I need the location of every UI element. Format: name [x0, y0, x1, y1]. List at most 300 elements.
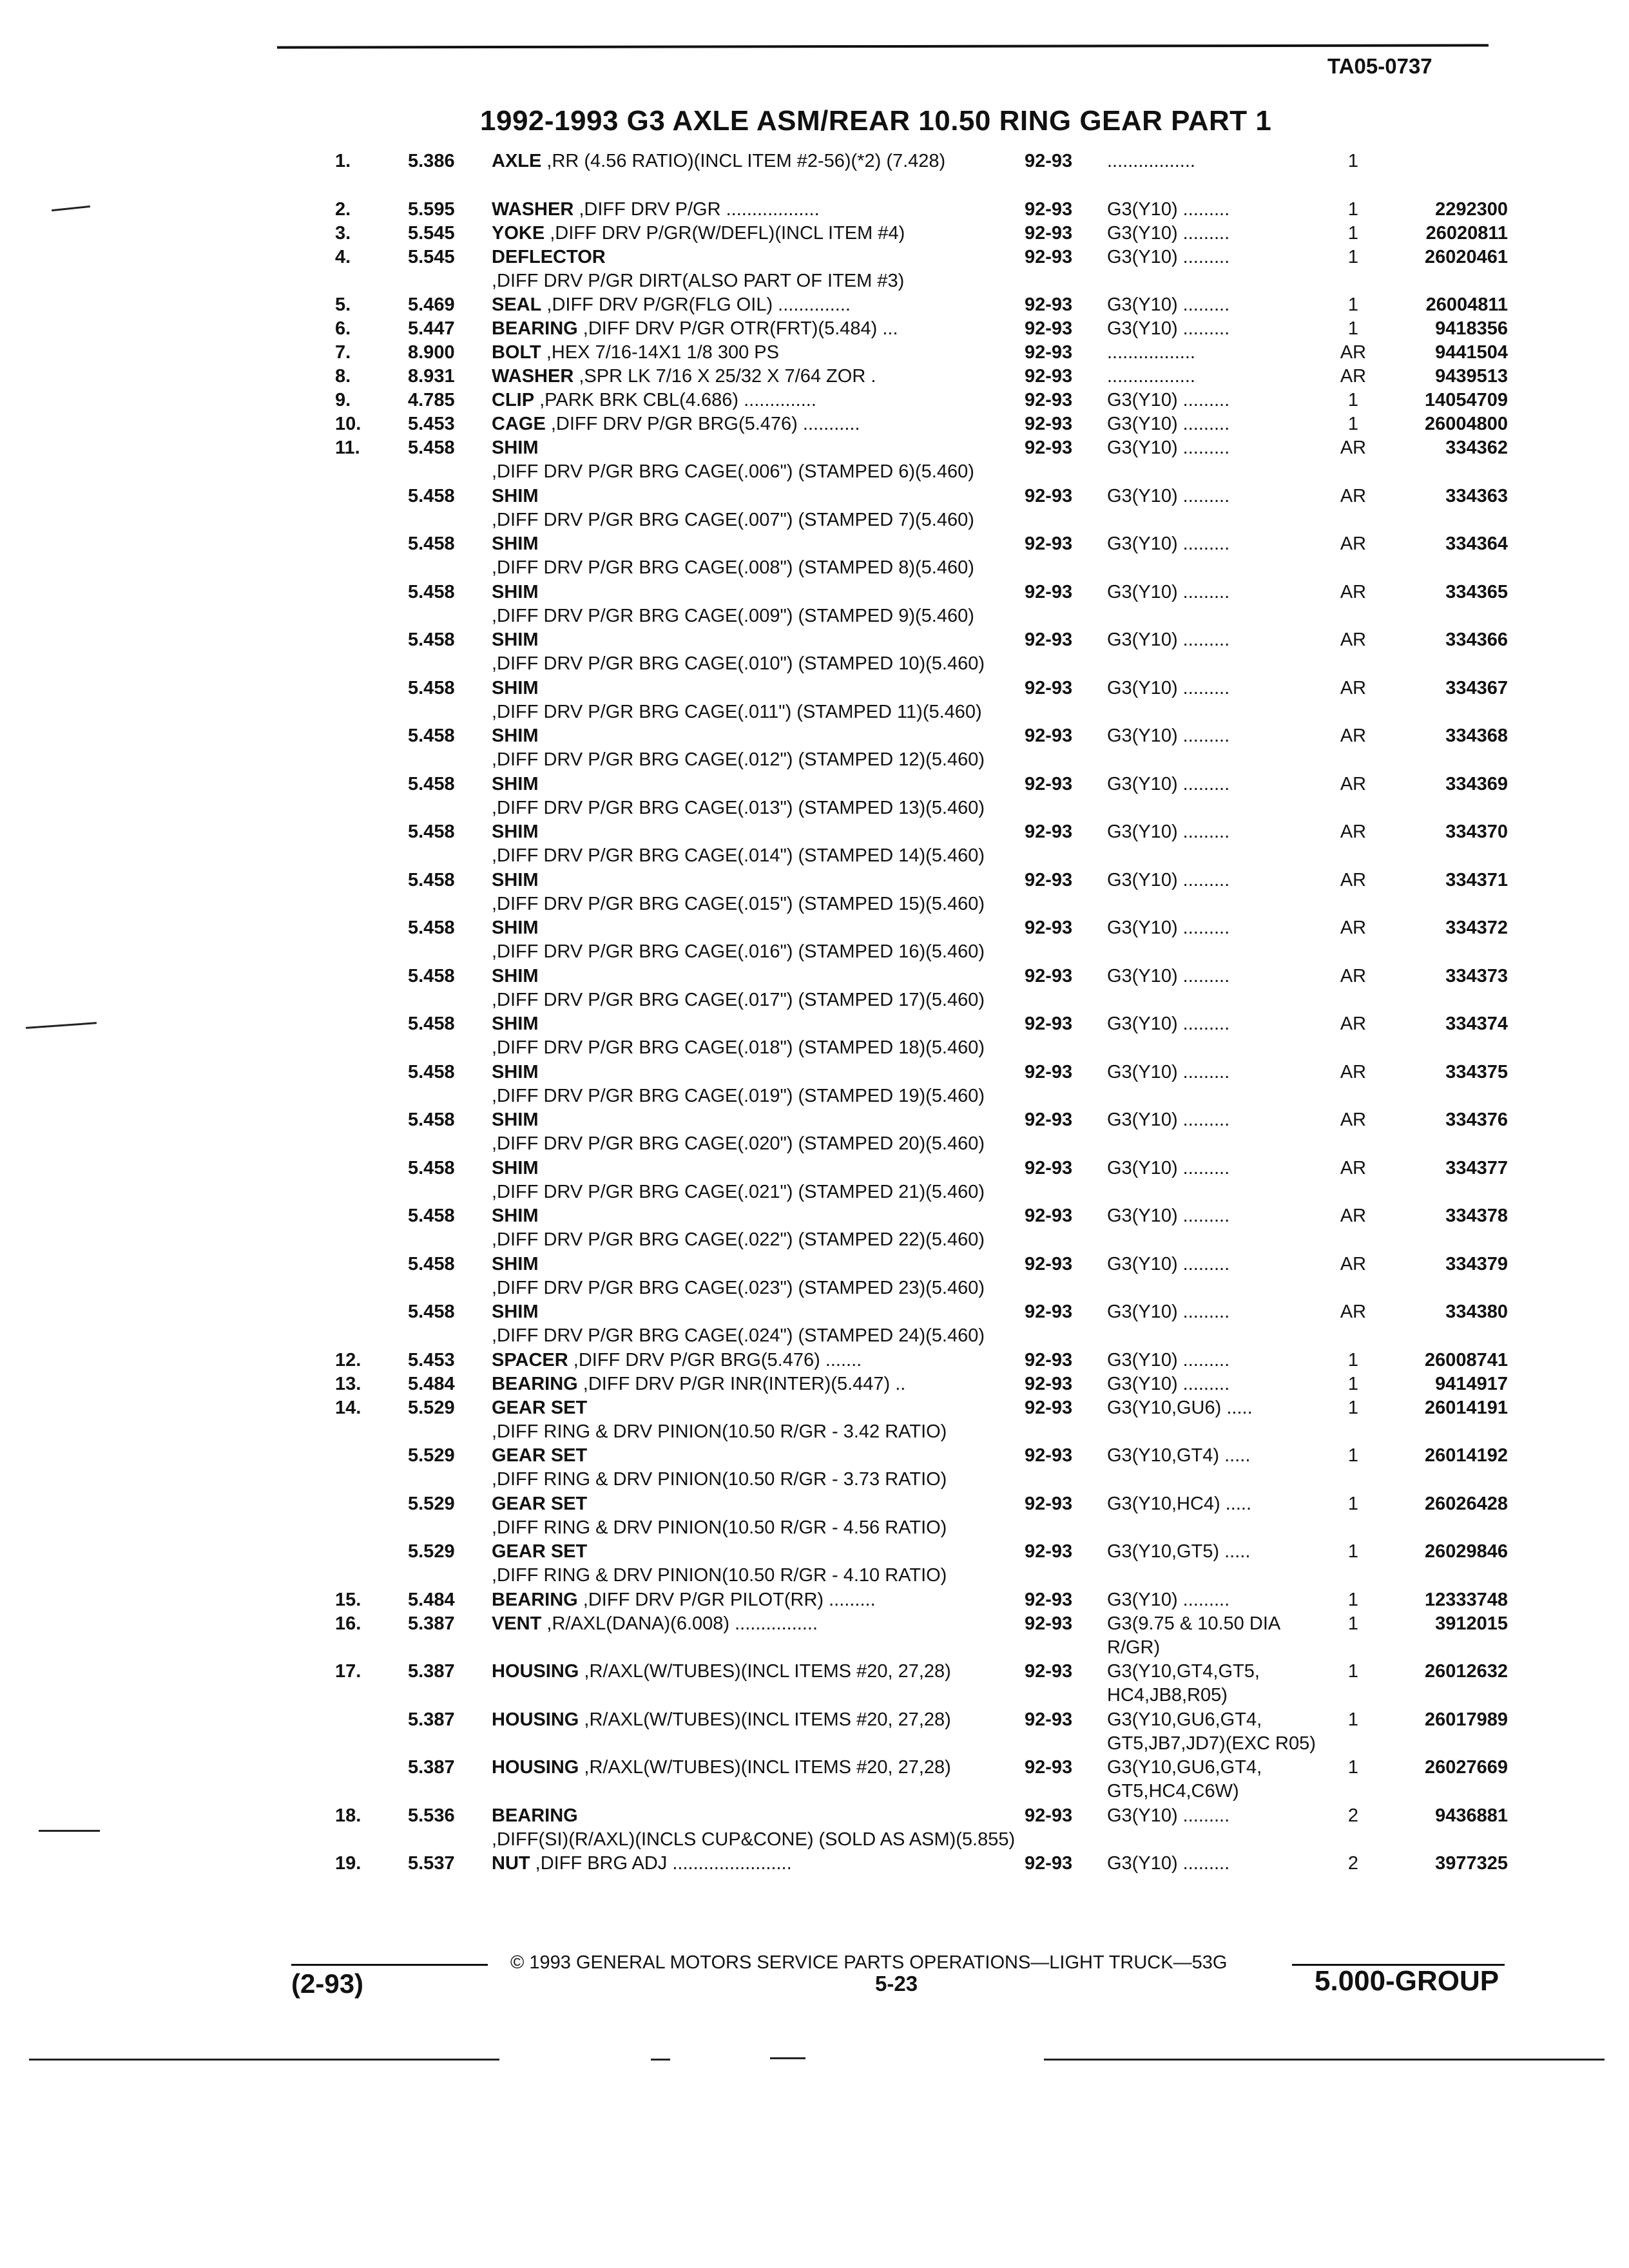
part-description — [492, 149, 1007, 173]
part-row — [0, 1204, 1629, 1253]
part-name: SHIM — [492, 1014, 539, 1034]
part-row — [0, 1756, 1629, 1804]
part-detail: ,DIFF DRV P/GR BRG CAGE(.014") (STAMPED 14)(5.460) — [492, 845, 985, 866]
usage-options: G3(Y10) ......... — [1107, 918, 1230, 938]
part-number: 334370 — [1445, 822, 1508, 842]
part-row — [0, 724, 1629, 773]
part-number: 9418356 — [1435, 318, 1508, 339]
item-number: 8. — [335, 366, 351, 387]
part-description — [492, 1708, 1007, 1732]
part-name: VENT — [492, 1613, 542, 1634]
page-title: 1992-1993 G3 AXLE ASM/REAR 10.50 RING GEAR PART 1 — [480, 105, 1272, 137]
part-detail: ,DIFF DRV P/GR BRG CAGE(.011") (STAMPED 11)(5.460) — [492, 701, 982, 722]
item-number: 7. — [335, 342, 351, 363]
part-name: BEARING — [492, 1589, 578, 1610]
part-number: 26026428 — [1424, 1493, 1508, 1514]
part-detail: ,DIFF DRV P/GR BRG CAGE(.012") (STAMPED 12)(5.460) — [492, 749, 985, 770]
part-description — [492, 532, 1007, 580]
item-number: 19. — [335, 1853, 361, 1874]
part-detail: ,PARK BRK CBL(4.686) .............. — [534, 390, 816, 410]
model-years: 92-93 — [1025, 1110, 1073, 1130]
part-detail: ,DIFF DRV P/GR BRG CAGE(.023") (STAMPED 23)(5.460) — [492, 1277, 985, 1298]
model-years: 92-93 — [1025, 1157, 1073, 1178]
part-name: SHIM — [492, 726, 539, 746]
part-number: 26029846 — [1424, 1541, 1508, 1562]
quantity: AR — [1340, 726, 1367, 746]
model-years: 92-93 — [1025, 1613, 1073, 1634]
part-row — [0, 1612, 1629, 1660]
part-detail: ,DIFF DRV P/GR BRG CAGE(.010") (STAMPED 10)(5.460) — [492, 653, 985, 674]
model-years: 92-93 — [1025, 151, 1073, 171]
part-number: 334374 — [1445, 1014, 1508, 1034]
part-name: SHIM — [492, 1302, 539, 1322]
part-row — [0, 436, 1629, 485]
quantity: AR — [1340, 965, 1367, 986]
quantity: 1 — [1347, 222, 1359, 244]
part-detail: ,DIFF RING & DRV PINION(10.50 R/GR - 4.10 RATIO) — [492, 1565, 947, 1586]
group-number: 5.458 — [408, 1110, 455, 1130]
quantity: 1 — [1347, 1709, 1359, 1730]
part-description — [492, 1108, 1007, 1156]
usage-options: G3(Y10) ......... — [1107, 485, 1230, 506]
model-years: 92-93 — [1025, 1445, 1073, 1466]
usage-options: G3(Y10) ......... — [1107, 1014, 1230, 1034]
group-number: 5.458 — [408, 677, 455, 698]
part-row — [0, 1396, 1629, 1445]
usage-options: G3(Y10,GT5) ..... — [1107, 1541, 1251, 1562]
part-name: DEFLECTOR — [492, 246, 606, 267]
usage-options: G3(Y10) ......... — [1107, 1853, 1230, 1874]
model-years: 92-93 — [1025, 342, 1073, 363]
group-number: 8.931 — [408, 366, 455, 387]
model-years: 92-93 — [1025, 1661, 1073, 1682]
part-name: SHIM — [492, 1061, 539, 1082]
parts-list — [0, 149, 1629, 1876]
usage-options: G3(Y10,GT4) ..... — [1107, 1445, 1251, 1466]
part-name: GEAR SET — [492, 1445, 588, 1466]
part-name: SHIM — [492, 773, 539, 794]
part-description — [492, 1204, 1007, 1252]
quantity: 1 — [1347, 1541, 1359, 1562]
part-detail: ,DIFF DRV P/GR BRG CAGE(.006") (STAMPED 6)(5.460) — [492, 461, 974, 482]
quantity: AR — [1340, 1110, 1367, 1130]
part-name: SHIM — [492, 485, 539, 506]
model-years: 92-93 — [1025, 581, 1073, 602]
usage-options: G3(Y10) ......... — [1107, 198, 1230, 220]
item-number: 18. — [335, 1805, 361, 1826]
group-number: 5.458 — [408, 1061, 455, 1082]
part-row — [0, 1108, 1629, 1157]
part-number: 26020461 — [1424, 246, 1508, 267]
item-number: 14. — [335, 1397, 361, 1418]
usage-options: G3(Y10) ......... — [1107, 1157, 1230, 1178]
quantity: 1 — [1347, 294, 1359, 315]
part-detail: ,DIFF DRV P/GR BRG CAGE(.020") (STAMPED 20)(5.460) — [492, 1133, 985, 1154]
quantity: AR — [1340, 677, 1367, 698]
part-description — [492, 317, 1007, 341]
quantity: AR — [1340, 773, 1367, 794]
quantity: AR — [1340, 918, 1367, 938]
model-years: 92-93 — [1025, 1493, 1073, 1514]
part-row — [0, 677, 1629, 725]
group-number: 5.529 — [408, 1493, 455, 1514]
part-name: BEARING — [492, 1805, 578, 1826]
group-number: 5.458 — [408, 1157, 455, 1178]
model-years: 92-93 — [1025, 1757, 1073, 1778]
part-name: NUT — [492, 1853, 530, 1874]
part-name: SEAL — [492, 294, 542, 315]
part-number: 334376 — [1445, 1110, 1508, 1130]
part-row — [0, 222, 1629, 245]
part-name: CAGE — [492, 414, 546, 434]
part-detail: ,DIFF DRV P/GR BRG CAGE(.021") (STAMPED 21)(5.460) — [492, 1181, 985, 1202]
part-detail: ,DIFF DRV P/GR BRG CAGE(.022") (STAMPED 22)(5.460) — [492, 1229, 985, 1250]
model-years: 92-93 — [1025, 1589, 1073, 1610]
usage-options: G3(Y10) ......... — [1107, 222, 1230, 244]
part-description — [492, 1492, 1007, 1540]
item-number: 2. — [335, 198, 351, 220]
group-number: 5.458 — [408, 533, 455, 554]
quantity: 1 — [1347, 198, 1359, 220]
usage-options: G3(Y10) ......... — [1107, 1061, 1230, 1082]
part-row — [0, 1852, 1629, 1876]
part-detail: ,DIFF DRV P/GR BRG CAGE(.018") (STAMPED 18)(5.460) — [492, 1037, 985, 1058]
part-number: 334363 — [1445, 485, 1508, 506]
usage-options: ................. — [1107, 366, 1195, 387]
quantity: AR — [1340, 342, 1367, 363]
model-years: 92-93 — [1025, 366, 1073, 387]
group-number: 5.458 — [408, 1206, 455, 1226]
part-description — [492, 773, 1007, 820]
usage-options: G3(Y10) ......... — [1107, 773, 1230, 794]
part-name: GEAR SET — [492, 1397, 588, 1418]
part-number: 26017989 — [1424, 1709, 1508, 1730]
usage-options: G3(Y10) ......... — [1107, 414, 1230, 434]
part-number: 334372 — [1445, 918, 1508, 938]
usage-options: G3(Y10) ......... — [1107, 581, 1230, 602]
part-detail: ,DIFF DRV P/GR OTR(FRT)(5.484) ... — [577, 318, 898, 339]
part-detail: ,DIFF(SI)(R/AXL)(INCLS CUP&CONE) (SOLD AS ASM)(5.855) — [492, 1829, 1016, 1850]
part-number: 26008741 — [1424, 1349, 1508, 1370]
part-number: 334368 — [1445, 726, 1508, 746]
part-row — [0, 581, 1629, 629]
item-number: 17. — [335, 1661, 361, 1682]
model-years: 92-93 — [1025, 629, 1073, 650]
quantity: 1 — [1347, 246, 1359, 267]
item-number: 9. — [335, 390, 351, 410]
usage-options: ................. — [1107, 151, 1195, 171]
part-row — [0, 1253, 1629, 1301]
group-number: 5.458 — [408, 629, 455, 650]
part-row — [0, 341, 1629, 365]
group-number: 5.545 — [408, 222, 455, 244]
quantity: 2 — [1347, 1853, 1359, 1874]
usage-options: G3(Y10,GU6,GT4, GT5,HC4,C6W) — [1107, 1757, 1262, 1802]
document-code: TA05-0737 — [1327, 54, 1432, 78]
usage-options: G3(Y10,GU6,GT4, GT5,JB7,JD7)(EXC R05) — [1107, 1709, 1316, 1754]
part-number: 12333748 — [1424, 1589, 1508, 1610]
quantity: 1 — [1347, 390, 1359, 410]
part-name: GEAR SET — [492, 1493, 588, 1514]
part-row — [0, 317, 1629, 341]
part-description — [492, 341, 1007, 365]
quantity: 2 — [1347, 1805, 1359, 1826]
usage-options: G3(Y10) ......... — [1107, 629, 1230, 650]
part-detail: ,DIFF DRV P/GR BRG CAGE(.013") (STAMPED 13)(5.460) — [492, 797, 985, 818]
model-years: 92-93 — [1025, 1541, 1073, 1562]
part-detail: ,DIFF DRV P/GR BRG CAGE(.008") (STAMPED 8)(5.460) — [492, 557, 974, 578]
item-number: 13. — [335, 1373, 361, 1394]
part-row — [0, 1349, 1629, 1372]
part-number: 14054709 — [1424, 390, 1508, 410]
quantity: 1 — [1347, 1613, 1359, 1634]
part-number: 26012632 — [1424, 1661, 1508, 1682]
model-years: 92-93 — [1025, 414, 1073, 434]
part-description — [492, 365, 1007, 389]
scan-mark — [770, 2057, 805, 2059]
part-row — [0, 1012, 1629, 1061]
quantity: 1 — [1347, 1757, 1359, 1778]
part-number: 26014192 — [1424, 1445, 1508, 1466]
group-number: 5.458 — [408, 726, 455, 746]
usage-options: G3(Y10,GU6) ..... — [1107, 1397, 1253, 1418]
group-number: 5.458 — [408, 965, 455, 986]
quantity: 1 — [1347, 1349, 1359, 1370]
part-detail: ,DIFF DRV P/GR BRG CAGE(.015") (STAMPED 15)(5.460) — [492, 893, 985, 914]
part-detail: ,DIFF DRV P/GR(W/DEFL)(INCL ITEM #4) — [545, 222, 905, 244]
model-years: 92-93 — [1025, 1253, 1073, 1274]
model-years: 92-93 — [1025, 294, 1073, 315]
part-row — [0, 198, 1629, 222]
usage-options: G3(Y10) ......... — [1107, 1206, 1230, 1226]
part-name: SHIM — [492, 965, 539, 986]
usage-options: G3(Y10) ......... — [1107, 533, 1230, 554]
part-detail: ,RR (4.56 RATIO)(INCL ITEM #2-56)(*2) (7.428) — [541, 151, 946, 171]
part-row — [0, 869, 1629, 917]
group-number: 5.453 — [408, 1349, 455, 1370]
model-years: 92-93 — [1025, 390, 1073, 410]
part-detail: ,DIFF BRG ADJ ....................... — [530, 1853, 792, 1874]
group-number: 5.447 — [408, 318, 455, 339]
model-years: 92-93 — [1025, 533, 1073, 554]
model-years: 92-93 — [1025, 1061, 1073, 1082]
part-name: WASHER — [492, 366, 574, 387]
group-number: 5.458 — [408, 822, 455, 842]
part-number: 334377 — [1445, 1157, 1508, 1178]
quantity: AR — [1340, 869, 1367, 890]
model-years: 92-93 — [1025, 246, 1073, 267]
model-years: 92-93 — [1025, 1397, 1073, 1418]
part-name: SHIM — [492, 822, 539, 842]
part-number: 9441504 — [1435, 342, 1508, 363]
model-years: 92-93 — [1025, 437, 1073, 458]
quantity: 1 — [1347, 1661, 1359, 1682]
item-number: 15. — [335, 1589, 361, 1610]
usage-options: G3(Y10) ......... — [1107, 965, 1230, 986]
item-number: 5. — [335, 294, 351, 315]
part-name: SPACER — [492, 1349, 568, 1370]
part-description — [492, 412, 1007, 436]
group-number: 5.453 — [408, 414, 455, 434]
part-number: 334379 — [1445, 1253, 1508, 1274]
quantity: AR — [1340, 485, 1367, 506]
usage-options: G3(Y10) ......... — [1107, 1349, 1230, 1370]
model-years: 92-93 — [1025, 485, 1073, 506]
part-row — [0, 1157, 1629, 1205]
usage-options: G3(9.75 & 10.50 DIA R/GR) — [1107, 1613, 1280, 1658]
part-detail: ,SPR LK 7/16 X 25/32 X 7/64 ZOR . — [574, 366, 876, 387]
part-detail: ,R/AXL(W/TUBES)(INCL ITEMS #20, 27,28) — [579, 1661, 951, 1682]
part-name: SHIM — [492, 869, 539, 890]
part-number: 9439513 — [1435, 366, 1508, 387]
part-number: 26014191 — [1424, 1397, 1508, 1418]
model-years: 92-93 — [1025, 677, 1073, 698]
part-number: 334367 — [1445, 677, 1508, 698]
quantity: 1 — [1347, 151, 1359, 171]
part-detail: ,DIFF RING & DRV PINION(10.50 R/GR - 3.42 RATIO) — [492, 1421, 947, 1442]
part-description — [492, 293, 1007, 317]
part-description — [492, 1804, 1016, 1852]
part-row — [0, 485, 1629, 533]
group-number: 5.484 — [408, 1589, 455, 1610]
usage-options: G3(Y10) ......... — [1107, 1302, 1230, 1322]
part-row — [0, 1061, 1629, 1109]
part-description — [492, 1444, 1007, 1492]
part-detail: ,DIFF DRV P/GR INR(INTER)(5.447) .. — [577, 1373, 906, 1394]
revision-date: (2-93) — [291, 1968, 364, 1999]
part-number: 334373 — [1445, 965, 1508, 986]
part-name: HOUSING — [492, 1661, 579, 1682]
part-name: BEARING — [492, 1373, 578, 1394]
scan-mark — [29, 2059, 499, 2061]
usage-options: G3(Y10) ......... — [1107, 1373, 1230, 1394]
part-row — [0, 965, 1629, 1013]
part-detail: ,DIFF DRV P/GR .................. — [574, 198, 820, 220]
part-row — [0, 820, 1629, 869]
quantity: AR — [1340, 1157, 1367, 1178]
part-detail: ,DIFF RING & DRV PINION(10.50 R/GR - 4.56 RATIO) — [492, 1517, 947, 1538]
part-name: YOKE — [492, 222, 545, 244]
part-row — [0, 1804, 1629, 1852]
part-description — [492, 245, 1007, 293]
item-number: 11. — [335, 437, 360, 458]
part-description — [492, 677, 1007, 724]
part-detail: ,DIFF RING & DRV PINION(10.50 R/GR - 3.73 RATIO) — [492, 1469, 947, 1490]
part-detail: ,DIFF DRV P/GR DIRT(ALSO PART OF ITEM #3) — [492, 270, 905, 291]
part-number: 334378 — [1445, 1206, 1508, 1226]
group-number: 5.387 — [408, 1613, 455, 1634]
part-description — [492, 916, 1007, 964]
part-description — [492, 1540, 1007, 1588]
quantity: 1 — [1347, 1397, 1359, 1418]
part-row — [0, 916, 1629, 965]
part-number: 334366 — [1445, 629, 1508, 650]
group-number: 5.469 — [408, 294, 455, 315]
usage-options: G3(Y10) ......... — [1107, 390, 1230, 410]
part-description — [492, 1061, 1007, 1108]
part-number: 334371 — [1445, 869, 1508, 890]
model-years: 92-93 — [1025, 198, 1073, 220]
part-row — [0, 293, 1629, 317]
part-name: CLIP — [492, 390, 535, 410]
usage-options: G3(Y10) ......... — [1107, 1589, 1230, 1610]
model-years: 92-93 — [1025, 773, 1073, 794]
quantity: 1 — [1347, 1373, 1359, 1394]
model-years: 92-93 — [1025, 1805, 1073, 1826]
part-description — [492, 198, 1007, 222]
part-description — [492, 869, 1007, 916]
part-name: WASHER — [492, 198, 574, 220]
quantity: AR — [1340, 1014, 1367, 1034]
usage-options: G3(Y10) ......... — [1107, 677, 1230, 698]
part-description — [492, 820, 1007, 868]
usage-options: G3(Y10) ......... — [1107, 822, 1230, 842]
group-number: 5.595 — [408, 198, 455, 220]
usage-options: ................. — [1107, 342, 1195, 363]
part-name: GEAR SET — [492, 1541, 588, 1562]
part-name: SHIM — [492, 1157, 539, 1178]
part-detail: ,R/AXL(DANA)(6.008) ................ — [541, 1613, 818, 1634]
part-number: 334380 — [1445, 1302, 1508, 1322]
part-row — [0, 628, 1629, 677]
quantity: AR — [1340, 581, 1367, 602]
part-description — [492, 1756, 1007, 1780]
part-name: BOLT — [492, 342, 541, 363]
quantity: AR — [1340, 533, 1367, 554]
quantity: 1 — [1347, 1589, 1359, 1610]
scan-mark — [39, 1830, 100, 1832]
part-number: 334369 — [1445, 773, 1508, 794]
part-number: 334375 — [1445, 1061, 1508, 1082]
part-row — [0, 1708, 1629, 1756]
part-description — [492, 1012, 1007, 1060]
group-number: 5.458 — [408, 869, 455, 890]
group-number: 4.785 — [408, 390, 455, 410]
item-number: 6. — [335, 318, 351, 339]
quantity: AR — [1340, 437, 1367, 458]
part-description — [492, 1396, 1007, 1444]
part-detail: ,DIFF DRV P/GR BRG CAGE(.007") (STAMPED 7)(5.460) — [492, 509, 974, 530]
quantity: 1 — [1347, 414, 1359, 434]
part-name: SHIM — [492, 1206, 539, 1226]
part-detail: ,R/AXL(W/TUBES)(INCL ITEMS #20, 27,28) — [579, 1709, 951, 1730]
part-number: 26004800 — [1424, 414, 1508, 434]
group-number: 5.458 — [408, 485, 455, 506]
part-description — [492, 436, 1007, 484]
part-row — [0, 1588, 1629, 1612]
part-detail: ,DIFF DRV P/GR BRG(5.476) ........... — [545, 414, 860, 434]
item-number: 3. — [335, 222, 351, 244]
part-number: 9414917 — [1435, 1373, 1508, 1394]
part-description — [492, 1300, 1007, 1348]
part-name: AXLE — [492, 151, 542, 171]
usage-options: G3(Y10) ......... — [1107, 869, 1230, 890]
model-years: 92-93 — [1025, 222, 1073, 244]
part-row — [0, 1660, 1629, 1708]
model-years: 92-93 — [1025, 869, 1073, 890]
group-number: 5.529 — [408, 1397, 455, 1418]
model-years: 92-93 — [1025, 1014, 1073, 1034]
part-description — [492, 222, 1007, 245]
part-description — [492, 1612, 1007, 1636]
model-years: 92-93 — [1025, 1853, 1073, 1874]
part-description — [492, 628, 1007, 676]
part-description — [492, 1253, 1007, 1300]
part-row — [0, 412, 1629, 436]
part-number: 3977325 — [1435, 1853, 1508, 1874]
part-detail: ,DIFF DRV P/GR PILOT(RR) ......... — [577, 1589, 876, 1610]
part-number: 3912015 — [1435, 1613, 1508, 1634]
